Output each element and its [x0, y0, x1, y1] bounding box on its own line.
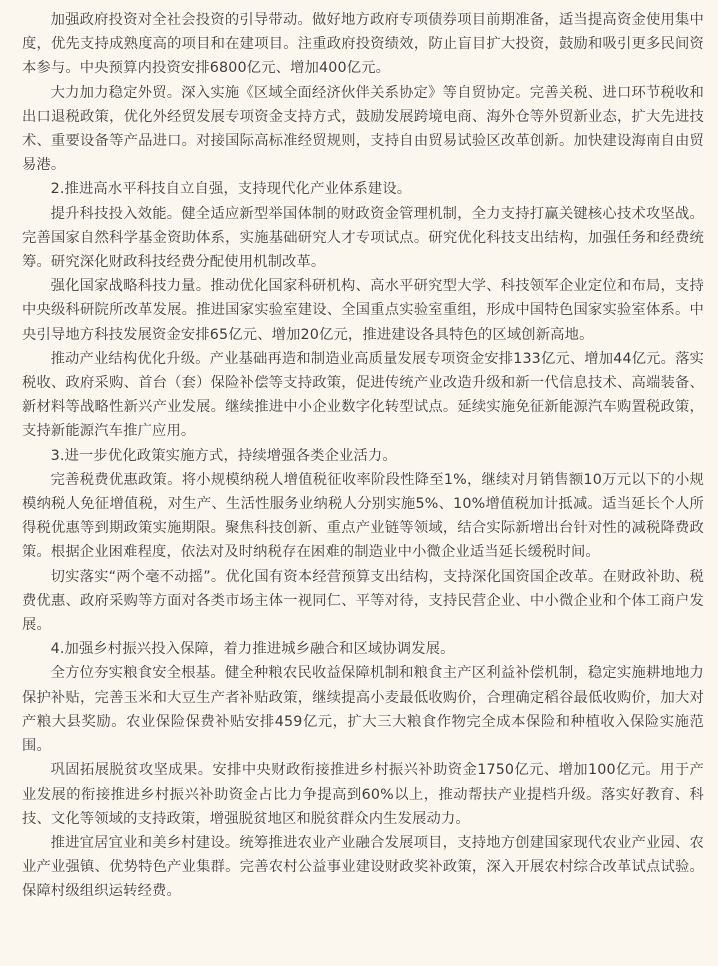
- paragraph-industry-upgrade: 推动产业结构优化升级。产业基础再造和制造业高质量发展专项资金安排133亿元、增加44亿元。落实税收、政府采购、首台（套）保险补偿等支持政策，促进传统产业改造升级和新一代信息技术、高端装备、新材料等战略性新兴产业发展。继续推进中小企业数字化转型试点。延续实施免征新能源汽车购置税政策，支持新能源汽车推广应用。: [22, 350, 704, 440]
- paragraph-tax-incentives: 完善税费优惠政策。将小规模纳税人增值税征收率阶段性降至1%，继续对月销售额10万元以下的小规模纳税人免征增值税，对生产、生活性服务业纳税人分别实施5%、10%增值税加计抵减。适当延长个人所得税优惠等到期政策实施期限。聚焦科技创新、重点产业链等领域，结合实际新增出台针对性的减税降费政策。根据企业困难程度，依法对及时纳税存在困难的制造业中小微企业适当延长缓税时间。: [22, 471, 704, 561]
- paragraph-poverty-alleviation: 巩固拓展脱贫攻坚成果。安排中央财政衔接推进乡村振兴补助资金1750亿元、增加100亿元。用于产业发展的衔接推进乡村振兴补助资金占比力争提高到60%以上，推动帮扶产业提档升级。落实好教育、科技、文化等领域的支持政策，增强脱贫地区和脱贫群众内生发展动力。: [22, 762, 704, 827]
- paragraph-food-security: 全方位夯实粮食安全根基。健全种粮农民收益保障机制和粮食主产区利益补偿机制，稳定实施耕地地力保护补贴，完善玉米和大豆生产者补贴政策，继续提高小麦最低收购价，合理确定稻谷最低收购价，加大对产粮大县奖励。农业保险保费补贴安排459亿元，扩大三大粮食作物完全成本保险和种植收入保险实施范围。: [22, 665, 704, 755]
- paragraph-tech-investment: 提升科技投入效能。健全适应新型举国体制的财政资金管理机制，全力支持打赢关键核心技术攻坚战。完善国家自然科学基金资助体系，实施基础研究人才专项试点。研究优化科技支出结构，加强任务和经费统筹。研究深化财政科技经费分配使用机制改革。: [22, 205, 704, 271]
- section-heading-2: 2.推进高水平科技自立自强，支持现代化产业体系建设。: [50, 181, 412, 198]
- section-heading-3: 3.进一步优化政策实施方式，持续增强各类企业活力。: [50, 447, 397, 464]
- paragraph-two-unwavering: 切实落实“两个毫不动摇”。优化国有资本经营预算支出结构，支持深化国资国企改革。在财政补助、税费优惠、政府采购等方面对各类市场主体一视同仁、平等对待，支持民营企业、中小微企业和个体工商户发展。: [22, 568, 704, 634]
- paragraph-foreign-trade: 大力加力稳定外贸。深入实施《区域全面经济伙伴关系协定》等自贸协定。完善关税、进口环节税收和出口退税政策，优化外经贸发展专项资金支持方式，鼓励发展跨境电商、海外仓等外贸新业态，扩大先进技术、重要设备等产品进口。对接国际高标准经贸规则，支持自由贸易试验区改革创新。加快建设海南自由贸易港。: [22, 84, 704, 174]
- paragraph-rural-construction: 推进宜居宜业和美乡村建设。统筹推进农业产业融合发展项目，支持地方创建国家现代农业产业园、农业产业强镇、优势特色产业集群。完善农村公益事业建设财政奖补政策，深入开展农村综合改革试点试验。保障村级组织运转经费。: [22, 834, 704, 900]
- section-heading-4: 4.加强乡村振兴投入保障，着力推进城乡融合和区域协调发展。: [50, 641, 455, 658]
- paragraph-strategic-tech: 强化国家战略科技力量。推动优化国家科研机构、高水平研究型大学、科技领军企业定位和布局，支持中央级科研院所改革发展。推进国家实验室建设、全国重点实验室重组，形成中国特色国家实验室体系。中央引导地方科技发展资金安排65亿元、增加20亿元，推进建设各具特色的区域创新高地。: [22, 278, 704, 343]
- paragraph-government-investment: 加强政府投资对全社会投资的引导带动。做好地方政府专项债券项目前期准备，适当提高资金使用集中度，优先支持成熟度高的项目和在建项目。注重政府投资绩效，防止盲目扩大投资，鼓励和吸引更多民间资本参与。中央预算内投资安排6800亿元、增加400亿元。: [22, 12, 704, 77]
